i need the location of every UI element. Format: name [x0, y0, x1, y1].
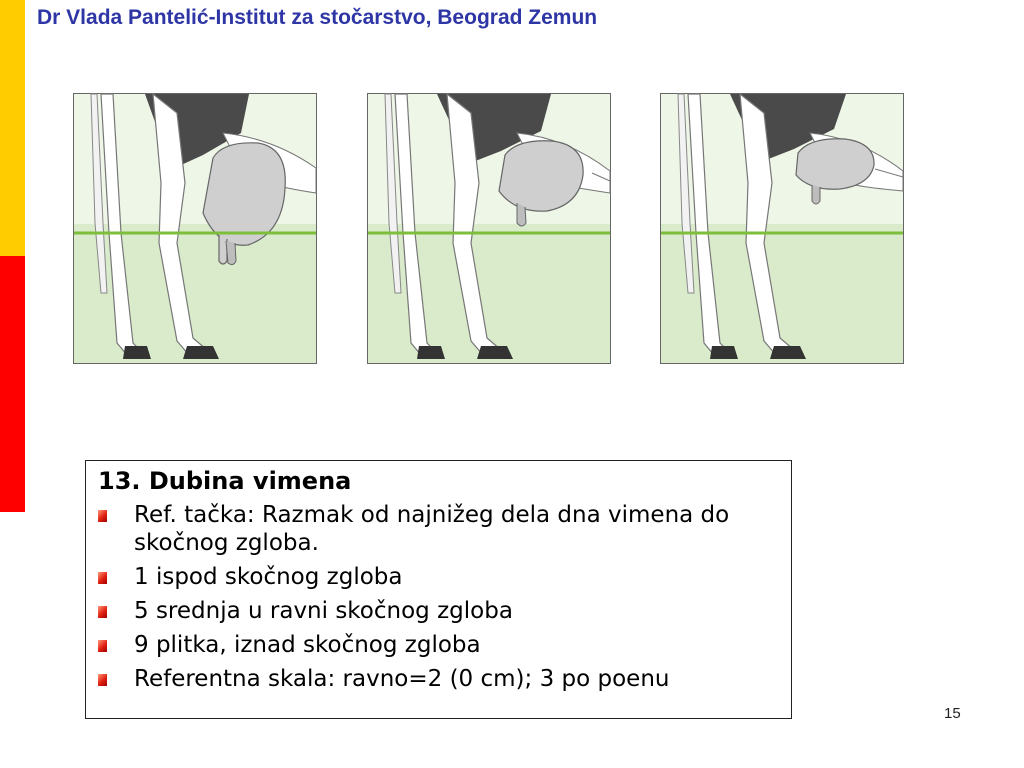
- bullet-icon: [98, 510, 107, 522]
- trait-title: 13. Dubina vimena: [98, 467, 352, 495]
- bullet-text: Ref. tačka: Razmak od najnižeg dela dna vimena do skočnog zgloba.: [134, 502, 730, 556]
- bullet-item: [98, 563, 774, 591]
- cow-udder-deep-icon: [73, 93, 317, 364]
- bullet-item: [98, 631, 774, 659]
- cow-udder-medium-icon: [367, 93, 611, 364]
- page-header: Dr Vlada Pantelić-Institut za stočarstvo, Beograd Zemun: [37, 6, 598, 29]
- page-number: 15: [944, 705, 961, 722]
- bullet-text: Referentna skala: ravno=2 (0 cm); 3 po poenu: [134, 666, 670, 692]
- bullet-text: 5 srednja u ravni skočnog zgloba: [134, 598, 513, 624]
- bullet-text: 9 plitka, iznad skočnog zgloba: [134, 632, 481, 658]
- accent-bar-red: [0, 256, 25, 512]
- accent-bar-yellow: [0, 0, 25, 256]
- cow-udder-shallow-icon: [660, 93, 904, 364]
- udder-panel-deep: [73, 93, 317, 364]
- bullet-list: [98, 501, 774, 699]
- bullet-item: [98, 597, 774, 625]
- description-box: [85, 460, 792, 719]
- udder-panel-shallow: [660, 93, 904, 364]
- udder-panel-medium: [367, 93, 611, 364]
- bullet-icon: [98, 640, 107, 652]
- bullet-icon: [98, 674, 107, 686]
- bullet-icon: [98, 572, 107, 584]
- bullet-item: [98, 665, 774, 693]
- bullet-item: [98, 501, 774, 557]
- bullet-text: 1 ispod skočnog zgloba: [134, 564, 403, 590]
- bullet-icon: [98, 606, 107, 618]
